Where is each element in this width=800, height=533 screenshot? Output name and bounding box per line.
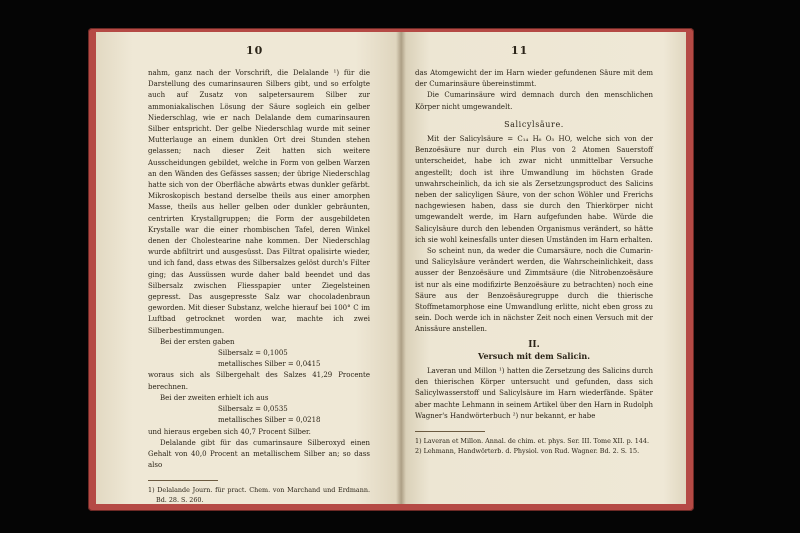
- left-closing-paragraph: Delalande gibt für das cumarinsaure Silberoxyd einen Gehalt von 40,0 Procent an metallischem Silber an; so dass also: [148, 438, 370, 470]
- right-footnote-1: 1) Laveran et Millon. Annal. de chim. et. phys. Ser. III. Tome XII. p. 144.: [415, 437, 649, 446]
- page-number-left: 10: [246, 44, 264, 57]
- right-footnote-2: 2) Lehmann, Handwörterb. d. Physiol. von Rud. Wagner. Bd. 2. S. 15.: [415, 446, 640, 455]
- second-measurement-label: Bei der zweiten erhielt ich aus: [160, 393, 269, 402]
- section-heading-salicylsaeure: Salicylsäure.: [504, 119, 564, 129]
- right-text-column: [415, 68, 653, 456]
- right-intro-2: Die Cumarinsäure wird demnach durch den menschlichen Körper nicht umgewandelt.: [415, 91, 653, 111]
- section-number: II.: [528, 339, 540, 350]
- footnote-rule: [148, 480, 218, 481]
- left-paragraph-1: nahm, ganz nach der Vorschrift, die Delalande ¹) für die Darstellung des cumarinsauren Silbers gibt, und so erfolgte auch auf Zusatz von salpetersaurem Silber zur ammoniakalischen Lösung der Säure sogleich ein gelber Niederschlag, wie er nach Delalande dem cumarinsauren Silber entspricht. Der gelbe Niederschlag wurde mit seiner Mutterlauge an einem dunklen Ort drei Stunden stehen gelassen; nach dieser Zeit hatten sich weitere Ausscheidungen gebildet, welche in Form von gelben Warzen an den Wänden des Gefässes sassen; der übrige Niederschlag hatte sich von der Oberfläche abwärts etwas dunkler gefärbt. Mikroskopisch bestand derselbe theils aus einer amorphen Masse, theils aus heller gelben oder dunkler gebräunten, centrirten Krystallgruppen; die Form der ausgebildeten Krystalle war die einer rhombischen Tafel, deren Winkel denen der Cholestearine nahe kommen. Der Niederschlag wurde abfiltrirt und ausgesüsst. Das Filtrat opalisirte wieder, und ich fand, dass etwas des Silbersalzes gelöst durch's Filter ging; das Aussüssen wurde daher bald beendet und das Silbersalz zwischen Fliesspapier unter Ziegelsteinen gepresst. Das ausgepresste Salz war chocoladenbraun geworden. Mit dieser Substanz, welche hierauf bei 100° C im Luftbad getrocknet worden war, machte ich zwei Silberbestimmungen.: [148, 69, 370, 335]
- salicyl-paragraph-2: So scheint nun, da weder die Cumarsäure, noch die Cumarin- und Salicylsäure verändert werden, die Wahrscheinlichkeit, dass ausser der Benzoësäure und Zimmtsäure (die Nitrobenzoësäure ist nur als eine modifizirte Benzoësäure zu betrachten) noch eine Säure aus der Benzoësäuregruppe durch die thierische Stoffmetamorphose eine Umwandlung erlitte, nicht eben gross zu sein. Doch werde ich in nächster Zeit noch einen Versuch mit der Anissäure anstellen.: [415, 247, 653, 334]
- book-gutter: [396, 32, 406, 504]
- first-result: woraus sich als Silbergehalt des Salzes 41,29 Procente berechnen.: [148, 371, 370, 391]
- left-page: [96, 32, 401, 504]
- second-value-silbersalz: Silbersalz = 0,0535: [218, 405, 288, 414]
- salicyl-paragraph-1: Mit der Salicylsäure = C₁₄ H₆ O₅ HO, welche sich von der Benzoësäure nur durch ein Plus von 2 Atomen Sauerstoff unterscheidet, habe ich zwar nicht unmittelbar Versuche angestellt; doch ist ihre Umwandlung im höchsten Grade unwahrscheinlich, da ich sie als Zersetzungsproduct des Salicins neben der salicyligen Säure, von der schon Wöhler und Frerichs nachgewiesen haben, dass sie durch den Thierkörper nicht umgewandelt werde, im Harn aufgefunden habe. Würde die Salicylsäure durch den lebenden Organismus verändert, so hätte ich sie wohl keinesfalls unter diesen Umständen im Harn erhalten.: [415, 135, 653, 244]
- first-measurement-label: Bei der ersten gaben: [160, 337, 235, 346]
- salicin-paragraph: Laveran und Millon ¹) hatten die Zersetzung des Salicins durch den thierischen Körper untersucht und gefunden, dass sich Salicylwasserstoff und Salicylsäure im Harn wiederfände. Später aber machte Lehmann in seinem Artikel über den Harn in Rudolph Wagner's Handwörterbuch ²) nur bekannt, er habe: [415, 367, 653, 420]
- second-value-silber: metallisches Silber = 0,0218: [218, 416, 321, 425]
- footnote-rule-right: [415, 431, 485, 432]
- second-result: und hieraus ergeben sich 40,7 Procent Silber.: [148, 427, 311, 436]
- left-text-column: [148, 68, 370, 504]
- first-value-silbersalz: Silbersalz = 0,1005: [218, 349, 288, 358]
- right-page: [401, 32, 686, 504]
- right-intro: das Atomgewicht der im Harn wieder gefundenen Säure mit dem der Cumarinsäure übereinstimmt.: [415, 69, 653, 89]
- first-value-silber: metallisches Silber = 0,0415: [218, 360, 321, 369]
- section-title-salicin: Versuch mit dem Salicin.: [477, 350, 591, 361]
- left-footnote: 1) Delalande Journ. für pract. Chem. von Marchand und Erdmann. Bd. 28. S. 260.: [148, 486, 370, 504]
- page-number-right: 11: [511, 44, 529, 57]
